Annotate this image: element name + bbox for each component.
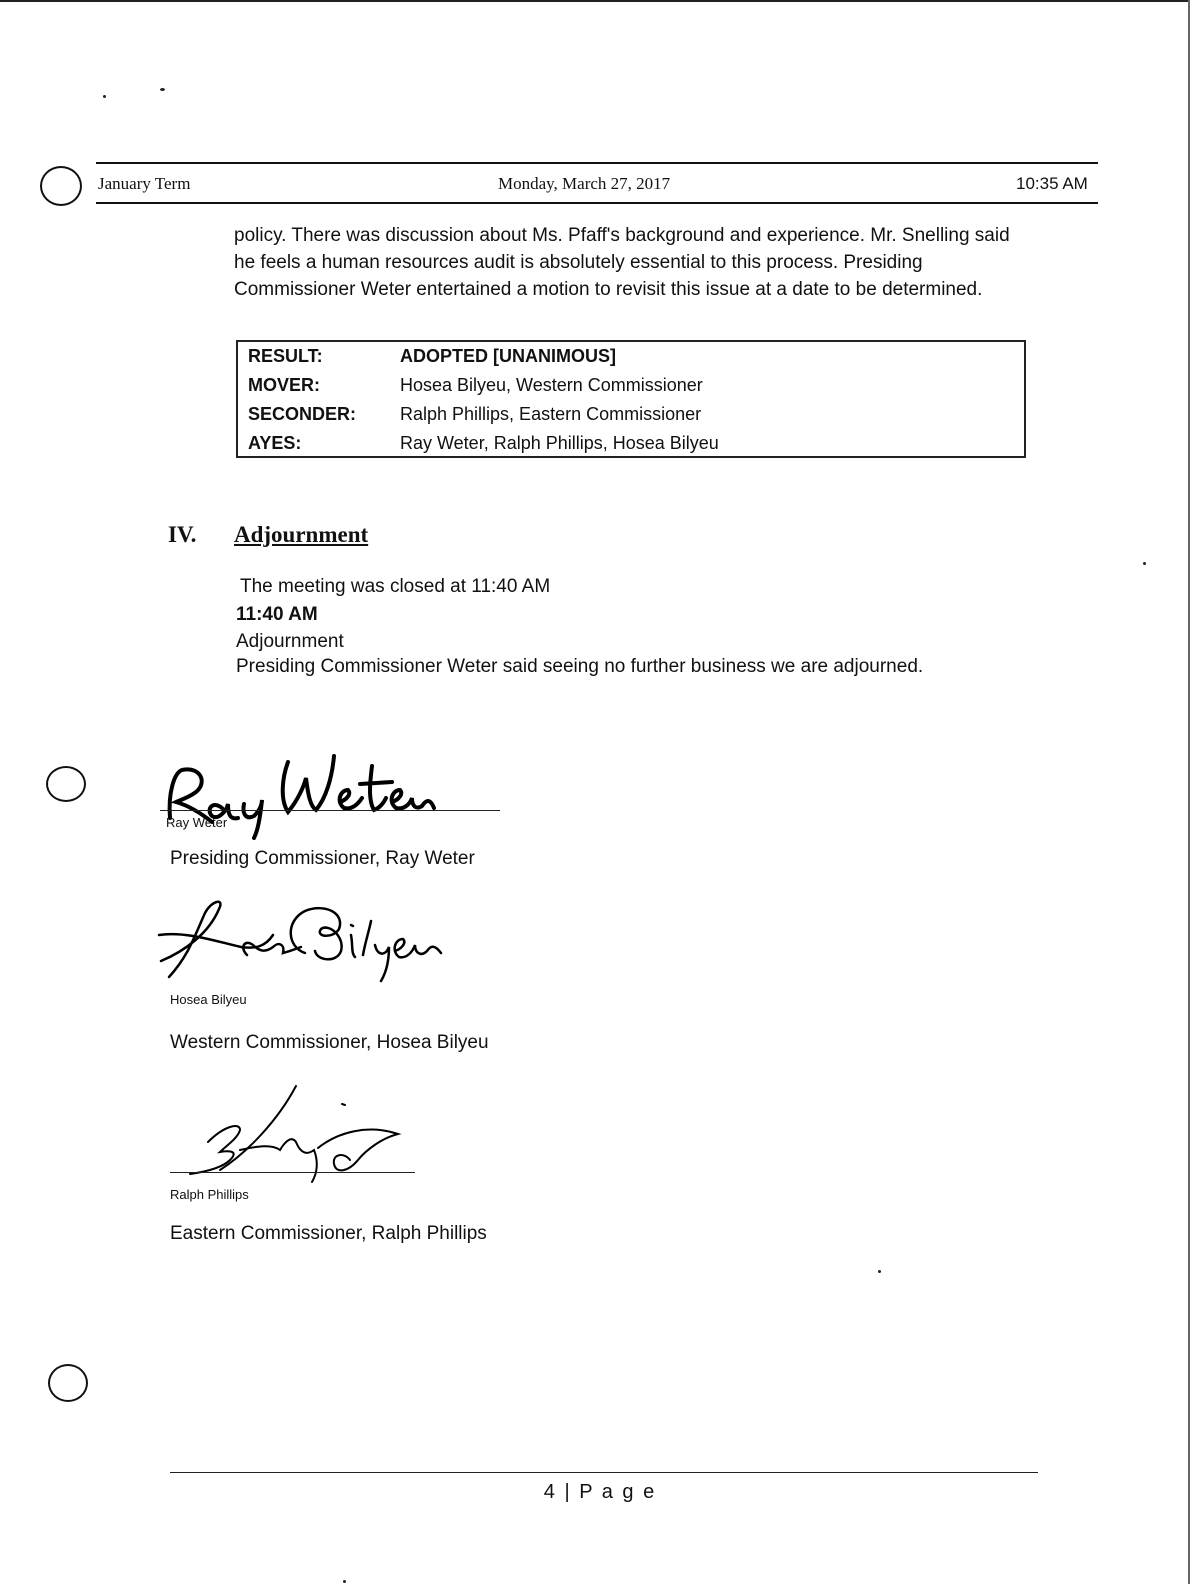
punch-hole-icon bbox=[46, 766, 86, 802]
header-rule-top bbox=[96, 162, 1098, 164]
vote-value: Ray Weter, Ralph Phillips, Hosea Bilyeu bbox=[400, 433, 719, 453]
header-rule-bottom bbox=[96, 202, 1098, 204]
signature-caption: Hosea Bilyeu bbox=[170, 992, 247, 1007]
adjournment-time: 11:40 AM bbox=[236, 604, 318, 625]
header-time: 10:35 AM bbox=[1016, 174, 1088, 193]
signature-caption: Ray Weter bbox=[166, 815, 228, 830]
vote-value: Hosea Bilyeu, Western Commissioner bbox=[400, 375, 703, 395]
vote-label: SECONDER: bbox=[248, 404, 357, 424]
scan-edge-top bbox=[0, 0, 1190, 2]
vote-label: RESULT: bbox=[248, 346, 323, 366]
punch-hole-icon bbox=[40, 166, 82, 206]
signature-line bbox=[160, 810, 500, 811]
punch-hole-icon bbox=[48, 1364, 88, 1402]
vote-value: ADOPTED [UNANIMOUS] bbox=[400, 346, 616, 366]
scan-speck bbox=[103, 95, 106, 98]
signature-hosea-bilyeu bbox=[155, 895, 455, 987]
vote-label: MOVER: bbox=[248, 375, 320, 395]
body-paragraph: policy. There was discussion about Ms. Pfaff's background and experience. Mr. Snelling said he feels a human resources audit is absolutely essential to this process. Presiding Commissioner Weter entertained a motion to revisit this issue at a date to be determined. bbox=[234, 225, 1010, 300]
signature-caption: Ralph Phillips bbox=[170, 1187, 249, 1202]
header-date: Monday, March 27, 2017 bbox=[498, 174, 671, 193]
scan-speck bbox=[160, 88, 165, 91]
signature-line bbox=[170, 1172, 415, 1173]
page-number: 4 | P a g e bbox=[543, 1481, 657, 1503]
scan-speck bbox=[1143, 562, 1146, 565]
adjournment-line: The meeting was closed at 11:40 AM bbox=[240, 576, 551, 597]
section-number: IV. bbox=[168, 522, 197, 547]
header-term: January Term bbox=[98, 174, 191, 193]
adjournment-statement: Presiding Commissioner Weter said seeing no further business we are adjourned. bbox=[236, 656, 924, 677]
vote-value: Ralph Phillips, Eastern Commissioner bbox=[400, 404, 702, 424]
scan-speck bbox=[878, 1270, 881, 1273]
signature-title: Western Commissioner, Hosea Bilyeu bbox=[170, 1032, 489, 1053]
footer-rule bbox=[170, 1472, 1038, 1473]
signature-title: Eastern Commissioner, Ralph Phillips bbox=[170, 1223, 487, 1244]
adjournment-label: Adjournment bbox=[236, 631, 344, 652]
section-title: Adjournment bbox=[234, 522, 369, 547]
scan-edge-right bbox=[1188, 0, 1190, 1584]
vote-result-box bbox=[236, 340, 1026, 458]
signature-ralph-phillips bbox=[168, 1080, 418, 1190]
vote-label: AYES: bbox=[248, 433, 302, 453]
signature-title: Presiding Commissioner, Ray Weter bbox=[170, 848, 475, 869]
scan-speck bbox=[343, 1580, 346, 1583]
